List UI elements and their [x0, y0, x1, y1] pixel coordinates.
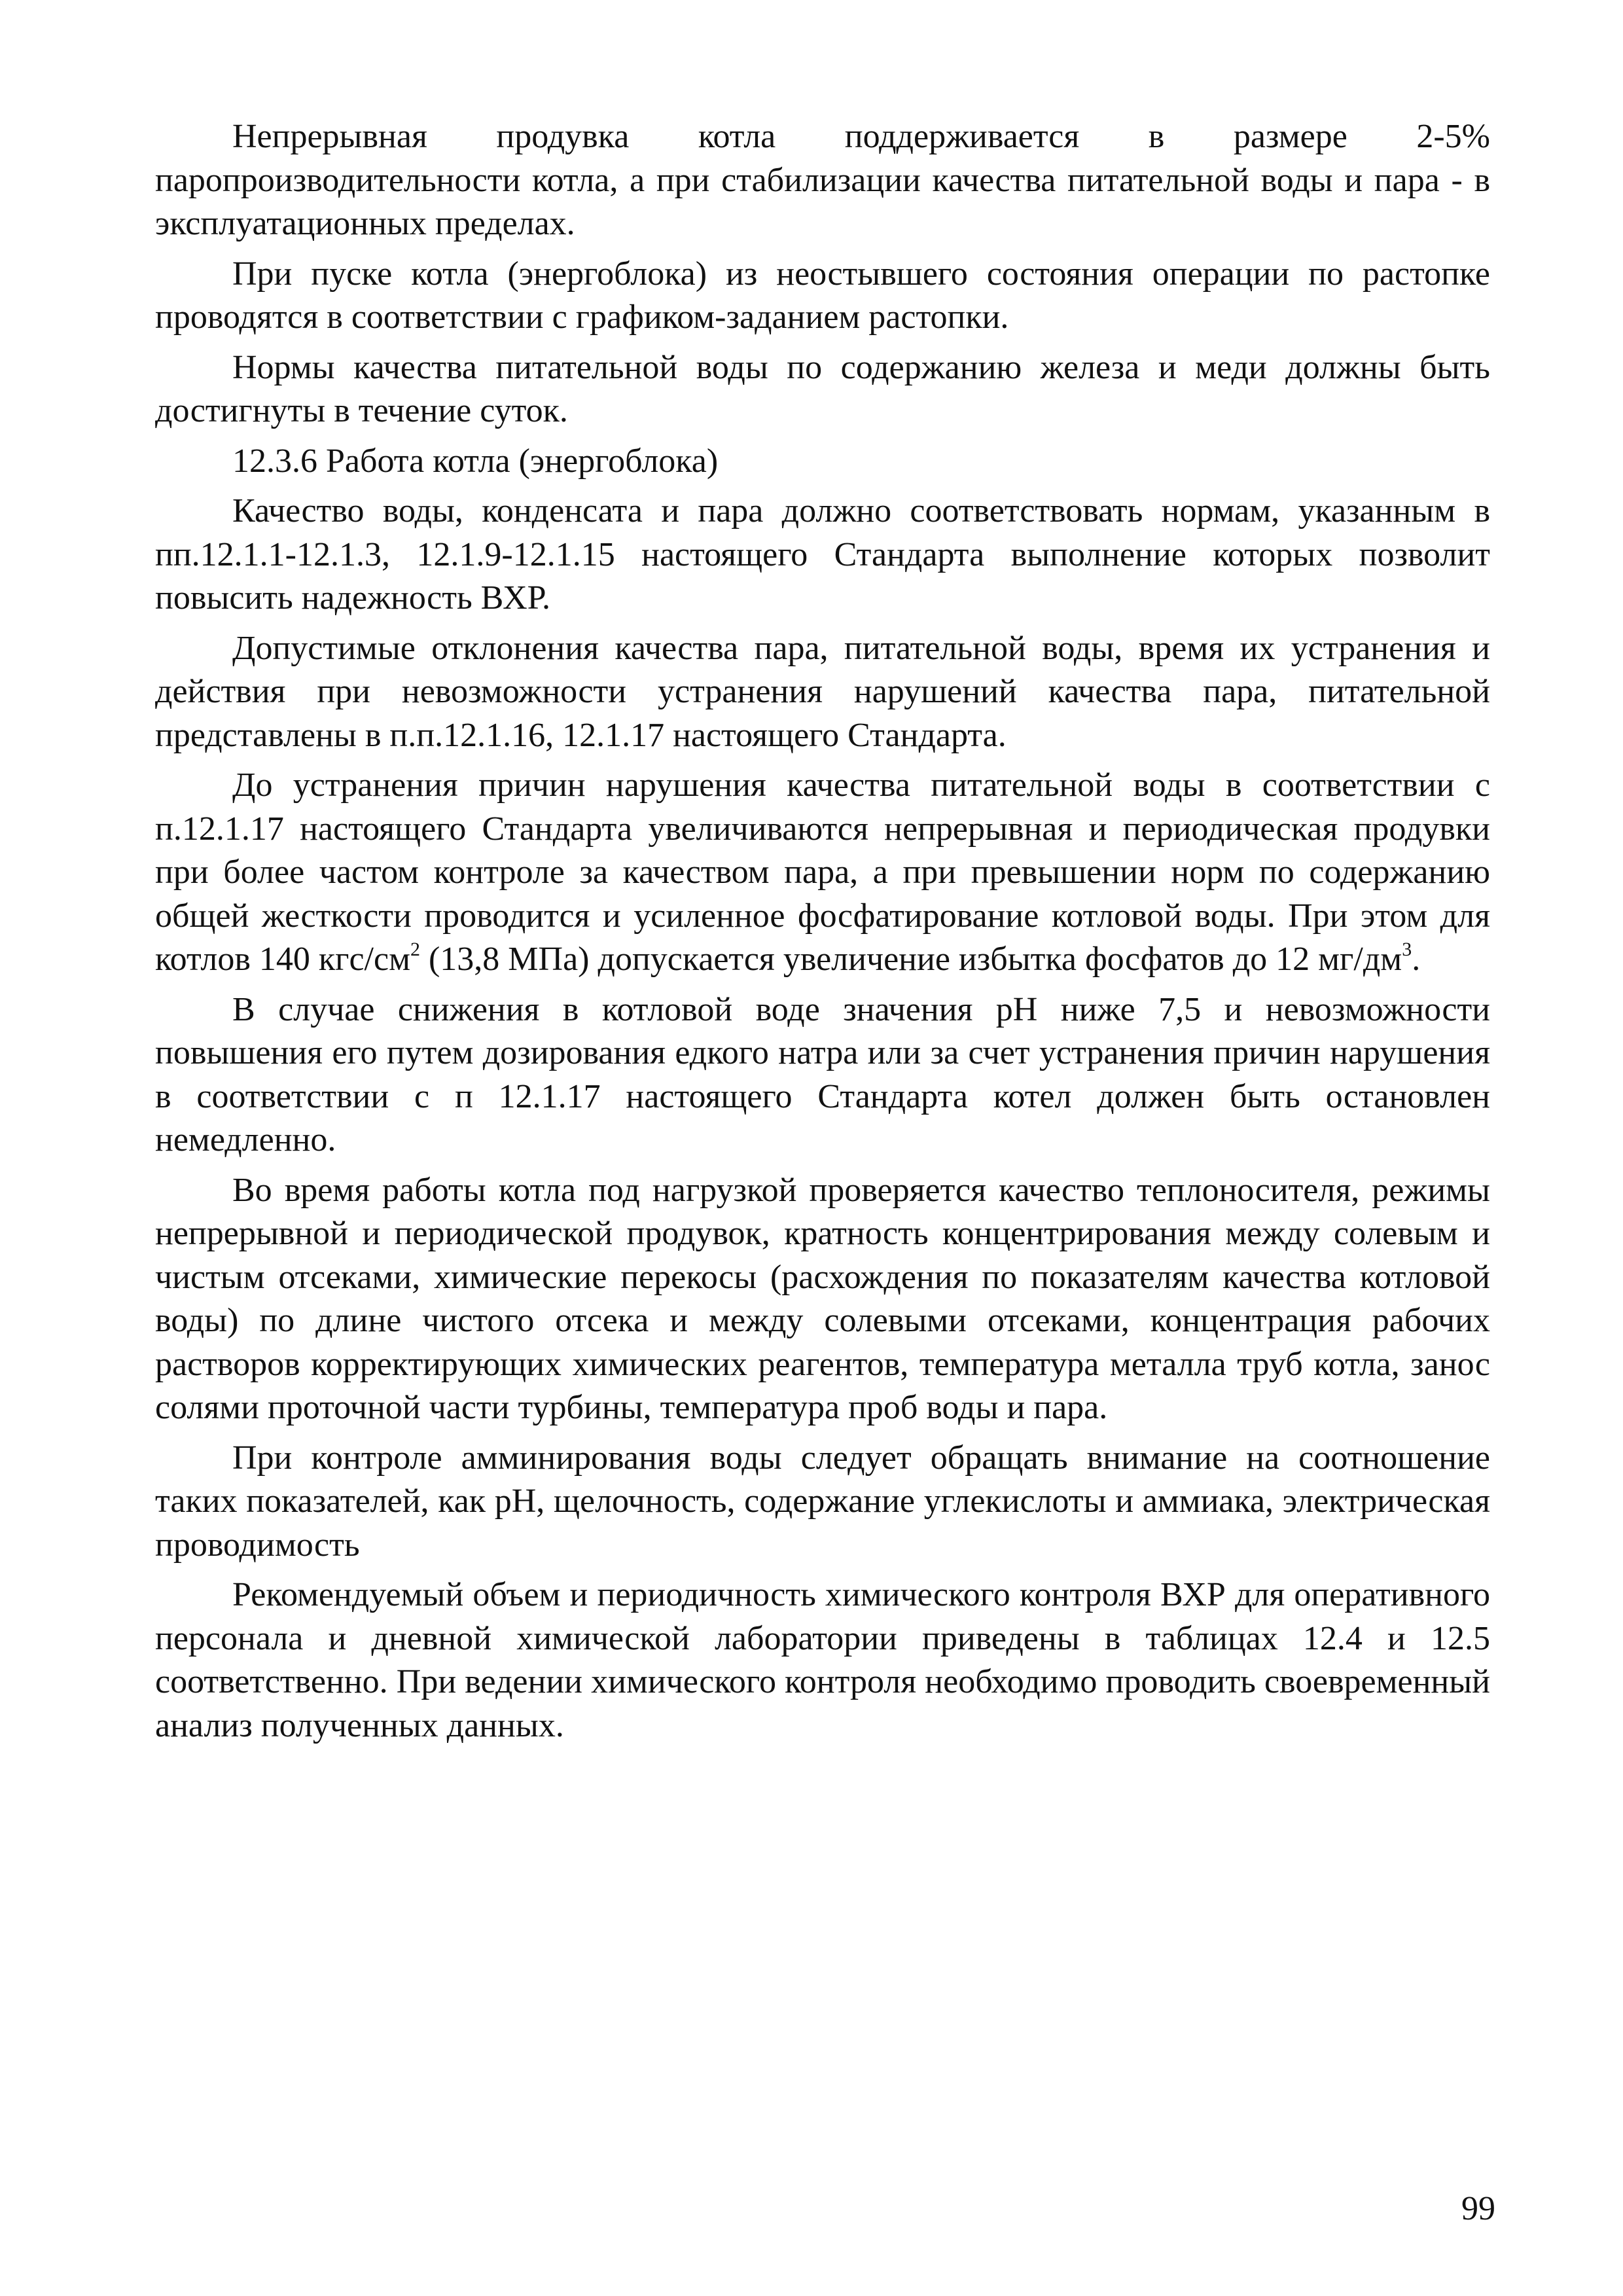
paragraph-2: [155, 253, 1490, 340]
paragraph-text: При пуске котла (энергоблока) из неостывшего состояния операции по растопке проводятся в соответствии с графиком-заданием растопки.: [155, 255, 1490, 336]
paragraph-9: [155, 1169, 1490, 1430]
paragraph-7: [155, 764, 1490, 982]
paragraph-8: [155, 988, 1490, 1162]
paragraph-text: В случае снижения в котловой воде значения pH ниже 7,5 и невозможности повышения его путем дозирования едкого натра или за счет устранения причин нарушения в соответствии с п 12.1.17 настоящего Стандарта котел должен быть остановлен немедленно.: [155, 990, 1490, 1158]
paragraph-1: [155, 115, 1490, 246]
paragraph-10: [155, 1437, 1490, 1568]
paragraph-text: Во время работы котла под нагрузкой проверяется качество теплоносителя, режимы непрерывной и периодической продувок, кратность концентрирования между солевым и чистым отсеками, химические перекосы (расхождения по показателям качества котловой воды) по длине чистого отсека и между солевыми отсеками, концентрация рабочих растворов корректирующих химических реагентов, температура металла труб котла, занос солями проточной части турбины, температура проб воды и пара.: [155, 1171, 1490, 1426]
paragraph-5: [155, 490, 1490, 620]
text-body: [155, 115, 1490, 1754]
paragraph-text: Рекомендуемый объем и периодичность химического контроля ВХР для оперативного персонала и дневной химической лаборатории приведены в таблицах 12.4 и 12.5 соответственно. При ведении химического контроля необходимо проводить своевременный анализ полученных данных.: [155, 1576, 1490, 1744]
page-number: 99: [1461, 2190, 1495, 2227]
paragraph-text: При контроле амминирования воды следует обращать внимание на соотношение таких показателей, как pH, щелочность, содержание углекислоты и аммиака, электрическая проводимость: [155, 1439, 1490, 1564]
paragraph-text: Допустимые отклонения качества пара, питательной воды, время их устранения и действия при невозможности устранения нарушений качества пара, питательной представлены в п.п.12.1.16, 12.1.17 настоящего Стандарта.: [155, 629, 1490, 754]
paragraph-text: Непрерывная продувка котла поддерживается в размере 2-5% паропроизводительности котла, а при стабилизации качества питательной воды и пара - в эксплуатационных пределах.: [155, 118, 1490, 242]
superscript: 3: [1402, 939, 1412, 960]
paragraph-3: [155, 346, 1490, 433]
paragraph-text: (13,8 МПа) допускается увеличение избытка фосфатов до 12 мг/дм: [419, 941, 1402, 978]
paragraph-text: Качество воды, конденсата и пара должно соответствовать нормам, указанным в пп.12.1.1-12.1.3, 12.1.9-12.1.15 настоящего Стандарта выполнение которых позволит повысить надежность ВХР.: [155, 492, 1490, 617]
superscript: 2: [410, 939, 420, 960]
section-heading-text: 12.3.6 Работа котла (энергоблока): [232, 442, 719, 480]
section-heading-12-3-6: [155, 440, 1490, 484]
paragraph-text: .: [1412, 941, 1421, 978]
paragraph-6: [155, 627, 1490, 758]
paragraph-text: Нормы качества питательной воды по содержанию железа и меди должны быть достигнуты в течение суток.: [155, 348, 1490, 429]
paragraph-11: [155, 1573, 1490, 1748]
paragraph-text: До устранения причин нарушения качества питательной воды в соответствии с п.12.1.17 настоящего Стандарта увеличиваются непрерывная и периодическая продувки при более частом контроле за качеством пара, а при превышении норм по содержанию общей жесткости проводится и усиленное фосфатирование котловой воды. При этом для котлов 140 кгс/см: [155, 766, 1490, 978]
